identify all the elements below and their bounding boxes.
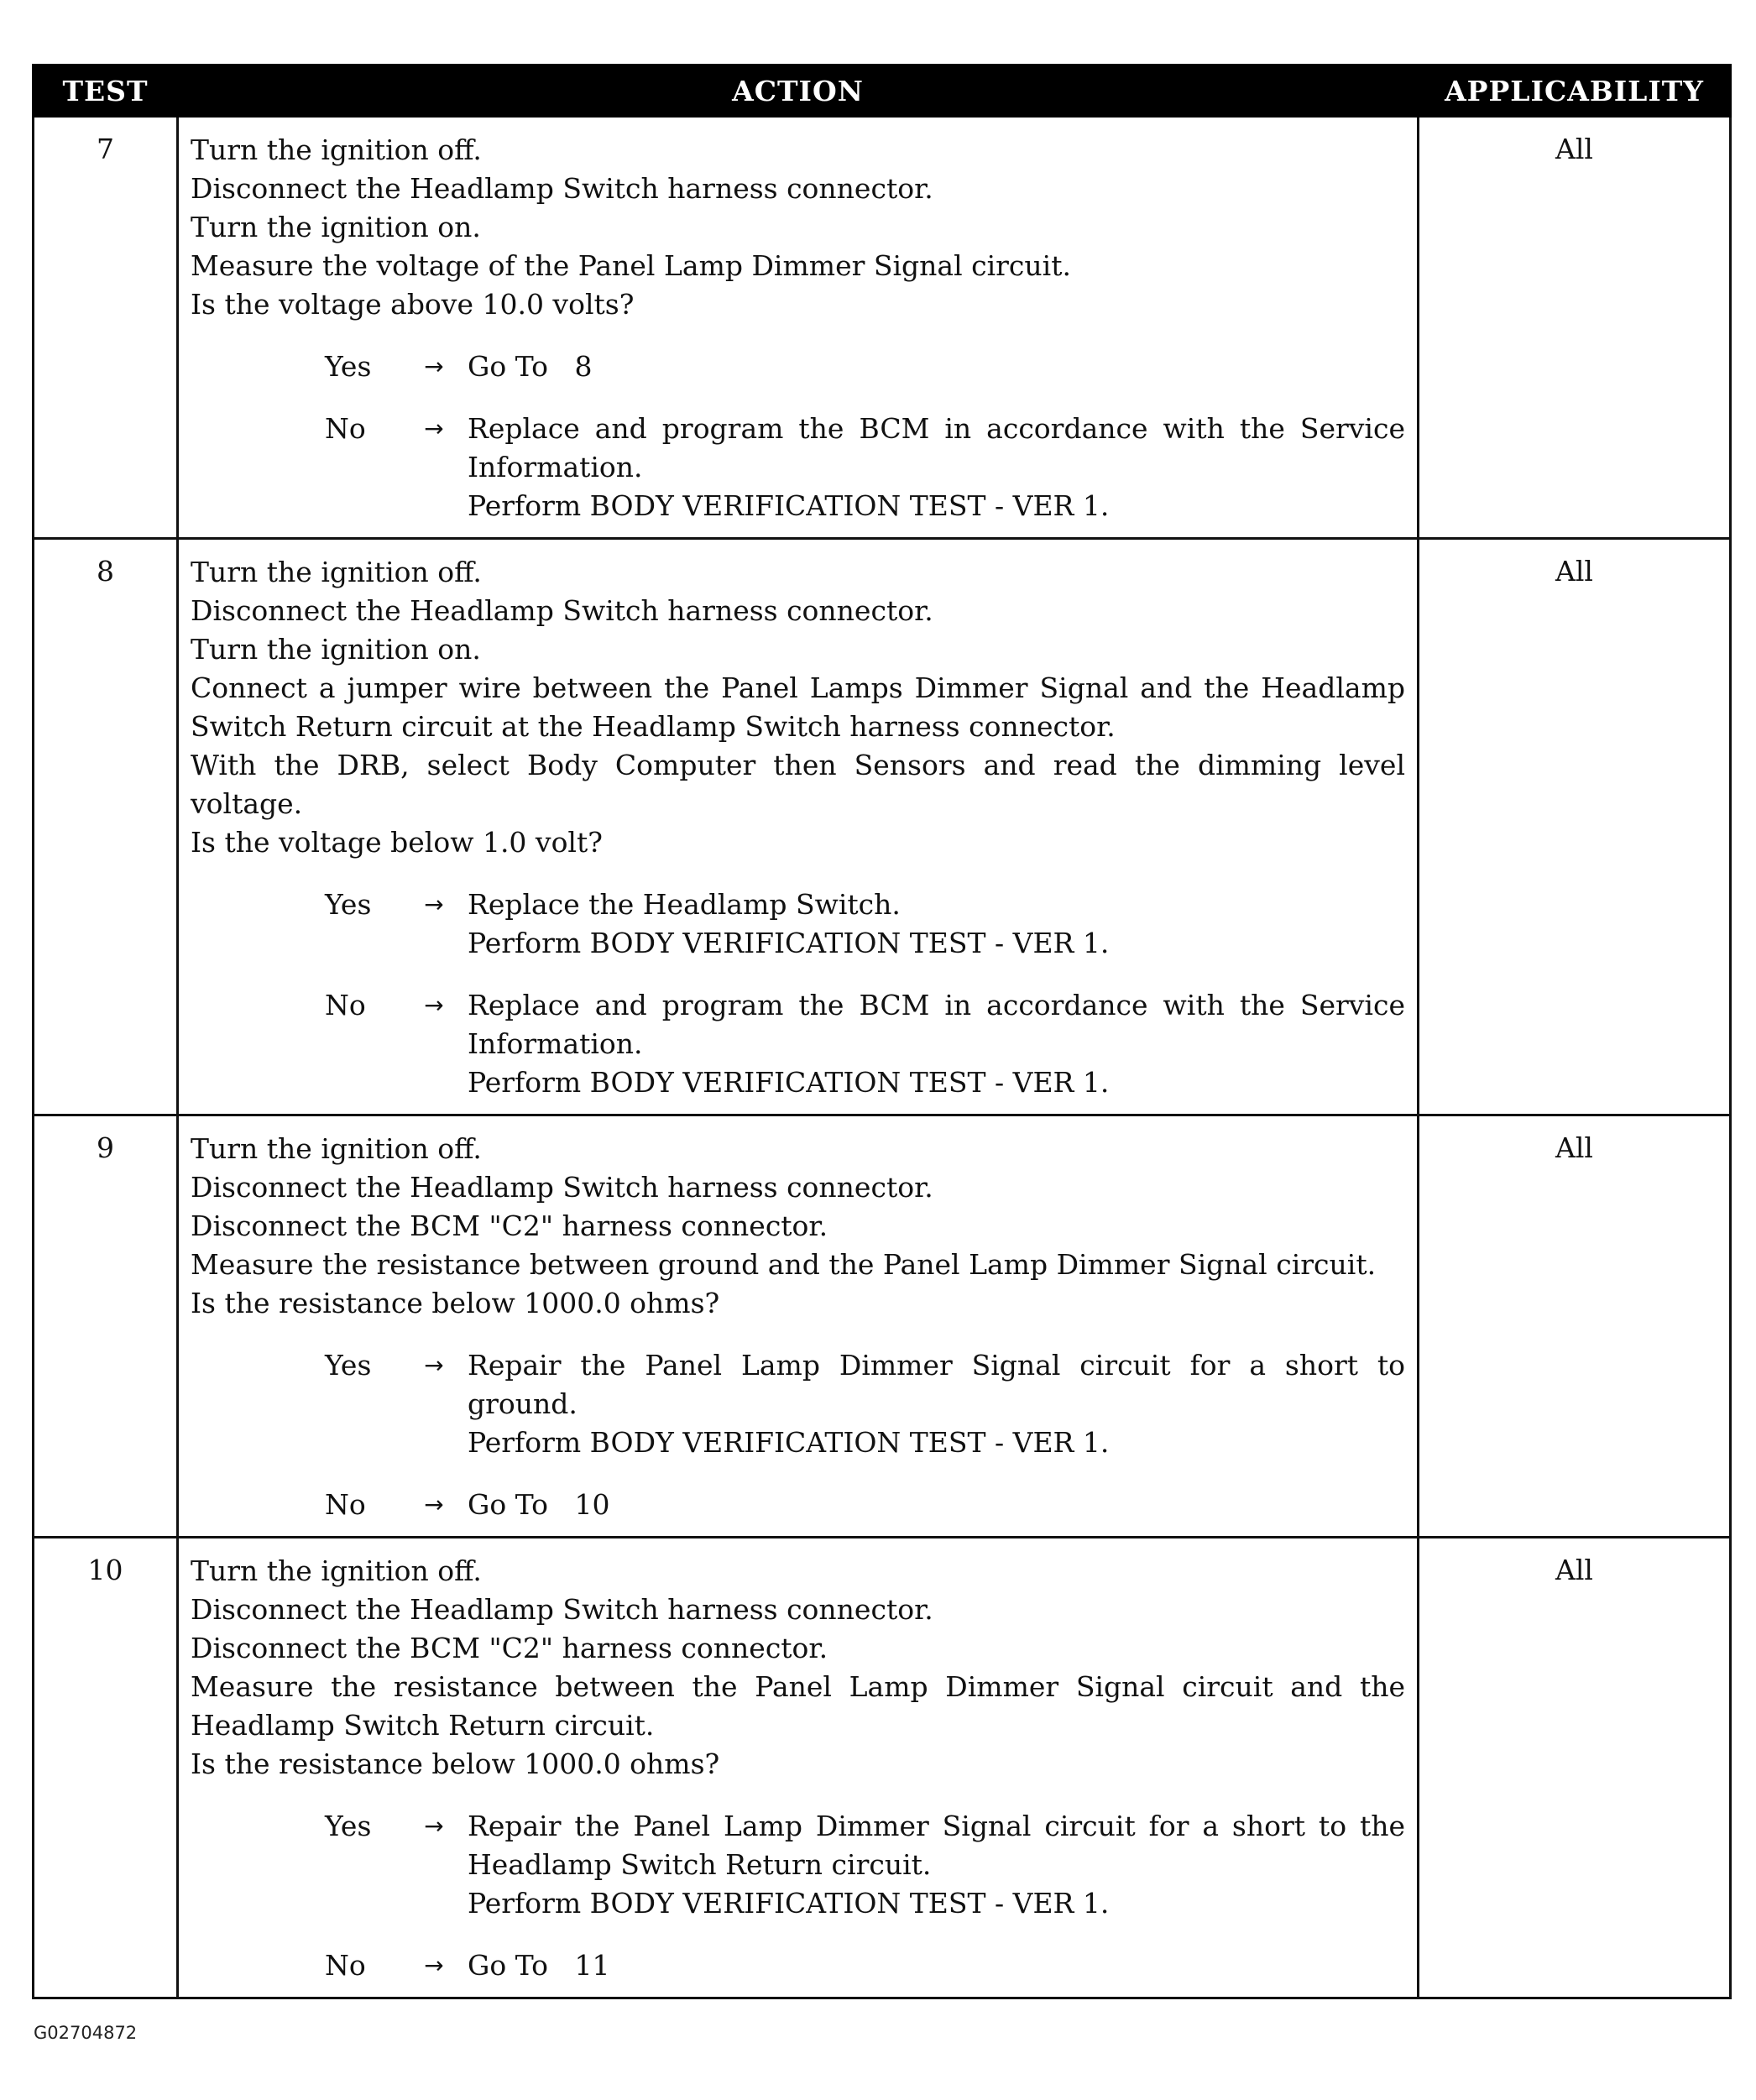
outcome-body [468, 986, 1414, 1102]
action-step: Is the voltage below 1.0 volt? [191, 826, 603, 859]
outcome-label: Yes [325, 1349, 372, 1382]
table-body [34, 117, 1731, 1998]
arrow-right-icon: → [424, 1812, 444, 1840]
outcome-line: Perform BODY VERIFICATION TEST - VER 1. [468, 489, 1110, 522]
action-step: Disconnect the BCM "C2" harness connector. [191, 1209, 828, 1242]
outcome-body [468, 1486, 1405, 1524]
action-cell [178, 117, 1419, 539]
outcome-body [468, 1346, 1414, 1462]
arrow-right-icon: → [424, 991, 444, 1019]
test-number: 7 [34, 117, 178, 539]
action-step: Disconnect the Headlamp Switch harness connector. [191, 1593, 933, 1626]
action-cell [178, 1538, 1419, 1998]
outcome-line: Perform BODY VERIFICATION TEST - VER 1. [468, 1066, 1110, 1099]
action-step: With the DRB, select Body Computer then Sensors and read the dimming level voltage. [191, 749, 1405, 820]
action-step: Turn the ignition off. [191, 133, 482, 166]
table-header-row [34, 65, 1731, 117]
action-step: Is the resistance below 1000.0 ohms? [191, 1747, 720, 1780]
action-cell [178, 1115, 1419, 1538]
arrow-right-icon: → [424, 1491, 444, 1518]
outcome-no [325, 1486, 1405, 1524]
header-action: ACTION [178, 65, 1419, 117]
action-step: Turn the ignition on. [191, 633, 481, 666]
action-step: Is the resistance below 1000.0 ohms? [191, 1287, 720, 1319]
test-number: 10 [34, 1538, 178, 1998]
outcome-label: No [325, 1949, 366, 1982]
outcome-yes [325, 885, 1405, 963]
action-step: Disconnect the Headlamp Switch harness connector. [191, 594, 933, 627]
outcome-yes [325, 1346, 1414, 1462]
header-applicability: APPLICABILITY [1419, 65, 1731, 117]
table-row [34, 117, 1731, 539]
action-step: Measure the resistance between ground and the Panel Lamp Dimmer Signal circuit. [191, 1248, 1377, 1281]
outcome-no [325, 1946, 1405, 1985]
header-test: TEST [34, 65, 178, 117]
outcome-line: Go To 10 [468, 1488, 610, 1521]
action-step: Disconnect the Headlamp Switch harness connector. [191, 1171, 933, 1204]
outcome-line: Perform BODY VERIFICATION TEST - VER 1. [468, 1887, 1110, 1920]
outcome-yes [325, 1807, 1414, 1923]
arrow-right-icon: → [424, 353, 444, 380]
outcome-label: Yes [325, 350, 372, 383]
outcome-label: No [325, 1488, 366, 1521]
outcome-line: Go To 8 [468, 350, 593, 383]
outcome-body [468, 885, 1405, 963]
table-row [34, 1538, 1731, 1998]
outcome-no [325, 986, 1414, 1102]
outcome-line: Perform BODY VERIFICATION TEST - VER 1. [468, 927, 1110, 959]
action-step: Is the voltage above 10.0 volts? [191, 288, 635, 321]
outcome-body [468, 347, 1405, 386]
figure-id: G02704872 [34, 2023, 138, 2043]
arrow-right-icon: → [424, 1951, 444, 1979]
action-step: Turn the ignition off. [191, 1554, 482, 1587]
diagnostic-test-table [32, 64, 1732, 1999]
outcome-label: No [325, 412, 366, 445]
outcome-no [325, 410, 1414, 525]
action-step: Turn the ignition off. [191, 556, 482, 588]
arrow-right-icon: → [424, 891, 444, 918]
outcome-label: Yes [325, 1810, 372, 1842]
outcome-body [468, 1946, 1405, 1985]
test-number: 8 [34, 539, 178, 1115]
action-step: Disconnect the Headlamp Switch harness connector. [191, 172, 933, 205]
applicability-value: All [1419, 1538, 1731, 1998]
action-step: Turn the ignition off. [191, 1132, 482, 1165]
action-step: Disconnect the BCM "C2" harness connector. [191, 1632, 828, 1664]
action-step: Measure the resistance between the Panel Lamp Dimmer Signal circuit and the Headlamp Switch Return circuit. [191, 1670, 1405, 1742]
outcome-line: Repair the Panel Lamp Dimmer Signal circuit for a short to the Headlamp Switch Return circuit. [468, 1810, 1414, 1881]
action-step: Turn the ignition on. [191, 211, 481, 243]
arrow-right-icon: → [424, 1351, 444, 1379]
action-cell [178, 539, 1419, 1115]
table-row [34, 1115, 1731, 1538]
action-step: Measure the voltage of the Panel Lamp Dimmer Signal circuit. [191, 249, 1071, 282]
outcome-line: Replace and program the BCM in accordance with the Service Information. [468, 412, 1414, 483]
outcome-body [468, 1807, 1414, 1923]
table-row [34, 539, 1731, 1115]
action-step: Connect a jumper wire between the Panel Lamps Dimmer Signal and the Headlamp Switch Return circuit at the Headlamp Switch harness connector. [191, 671, 1405, 743]
outcome-label: No [325, 989, 366, 1021]
applicability-value: All [1419, 539, 1731, 1115]
outcome-body [468, 410, 1414, 525]
test-number: 9 [34, 1115, 178, 1538]
outcome-line: Perform BODY VERIFICATION TEST - VER 1. [468, 1426, 1110, 1459]
applicability-value: All [1419, 1115, 1731, 1538]
applicability-value: All [1419, 117, 1731, 539]
outcome-yes [325, 347, 1405, 386]
arrow-right-icon: → [424, 415, 444, 442]
outcome-label: Yes [325, 888, 372, 921]
outcome-line: Go To 11 [468, 1949, 610, 1982]
outcome-line: Replace the Headlamp Switch. [468, 888, 901, 921]
outcome-line: Replace and program the BCM in accordance with the Service Information. [468, 989, 1414, 1060]
outcome-line: Repair the Panel Lamp Dimmer Signal circuit for a short to ground. [468, 1349, 1414, 1420]
